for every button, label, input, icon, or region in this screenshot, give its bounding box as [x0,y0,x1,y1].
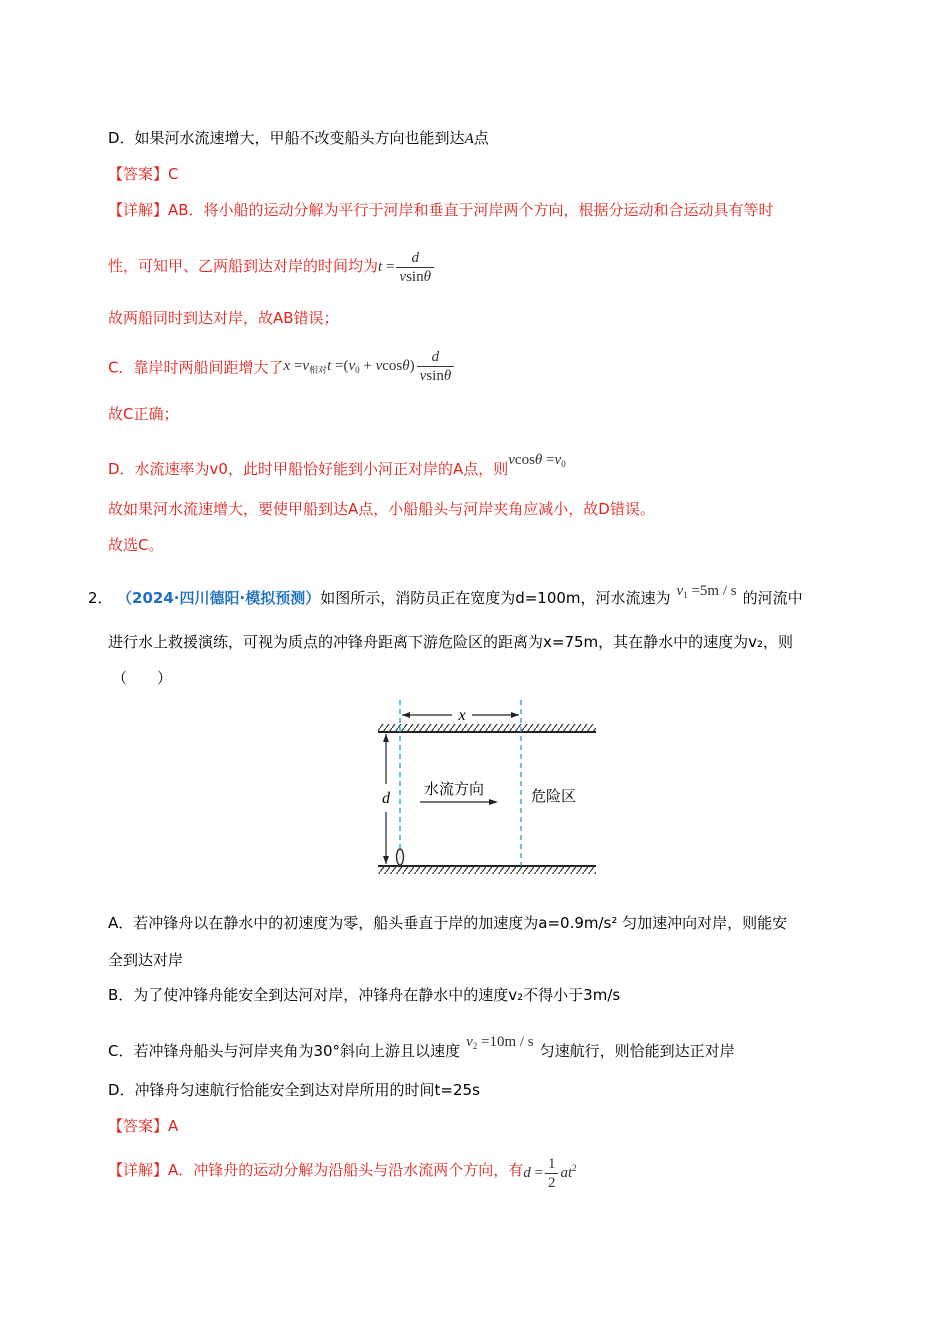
formula-v1: $v_1 =5m / s$ [676,583,737,600]
label-x: x [458,707,466,724]
q2-option-a-line2: 全到达对岸 [108,951,184,969]
q2-option-c: C．若冲锋舟船头与河岸夹角为30°斜向上游且以速度 $v_2 =10m / s$ 匀速航行，则恰能到达正对岸 [108,1022,735,1071]
q1-explain-line1: 【详解】AB．将小船的运动分解为平行于河岸和垂直于河岸两个方向，根据分运动和合运动具有等时 [108,201,774,219]
river-figure [368,696,604,880]
q2-option-a-line1: A．若冲锋舟以在静水中的初速度为零，船头垂直于岸的加速度为a=0.9m/s² 匀加速冲向对岸，则能安 [108,914,788,932]
q2-bracket: （ ） [112,669,173,687]
q2-stem-line1: 2． （2024·四川德阳·模拟预测）如图所示，消防员正在宽度为d=100m，河水流速为 $v_1 =5m / s$ 的河流中 [88,573,803,616]
q2-stem-line2: 进行水上救援演练，可视为质点的冲锋舟距离下游危险区的距离为x=75m，其在静水中的速度为v₂，则 [108,633,794,651]
q1-explain-line8: 故选C。 [108,536,164,554]
q2-explain-line1: 【详解】A．冲锋舟的运动分解为沿船头与沿水流两个方向，有d = $\frac{1}{2}$ $at^2$ [108,1146,577,1195]
boat-icon [397,849,404,865]
q1-explain-line4: C．靠岸时两船间距增大了$x =v_{相对}t =(v_0 + vcos\theta)$ $\frac{d}{vsin\theta}$ [108,346,456,390]
formula-time: t = $\frac{d}{vsin\theta}$ [378,247,436,287]
formula-kinematics: d = $\frac{1}{2}$ $at^2$ [523,1156,577,1192]
bottom-bank [378,866,596,874]
q1-explain-line2: 性，可知甲、乙两船到达对岸的时间均为t = $\frac{d}{vsin\theta}$ [108,246,436,287]
top-bank [378,724,596,732]
label-danger: 危险区 [531,789,577,805]
q1-explain-line6: D．水流速率为v0，此时甲船恰好能到小河正对岸的A点，则$vcos\theta =v_0$ [108,446,566,483]
q1-explain-line3: 故两船同时到达对岸，故AB错误； [108,309,339,327]
formula-v2: $v_2 =10m / s$ [466,1034,534,1051]
q1-option-d: D．如果河水流速增大，甲船不改变船头方向也能到达A点 [108,129,489,147]
q1-explain-line5: 故C正确； [108,405,179,423]
q2-option-d: D．冲锋舟匀速航行恰能安全到达对岸所用的时间t=25s [108,1081,480,1099]
q1-answer: 【答案】C [108,165,179,183]
q2-option-b: B．为了使冲锋舟能安全到达河对岸，冲锋舟在静水中的速度v₂不得小于3m/s [108,986,621,1004]
label-flow: 水流方向 [424,782,485,798]
formula-v0: $vcos\theta =v_0$ [508,452,566,469]
q1-explain-line7: 故如果河水流速增大，要使甲船到达A点，小船船头与河岸夹角应减小，故D错误。 [108,500,655,518]
formula-distance: $x =v_{相对}t =(v_0 + vcos\theta)$ $\frac{d}{vsin\theta}$ [283,346,456,390]
q2-answer: 【答案】A [108,1117,179,1135]
label-d: d [382,790,390,807]
flow-arrow [420,799,498,805]
